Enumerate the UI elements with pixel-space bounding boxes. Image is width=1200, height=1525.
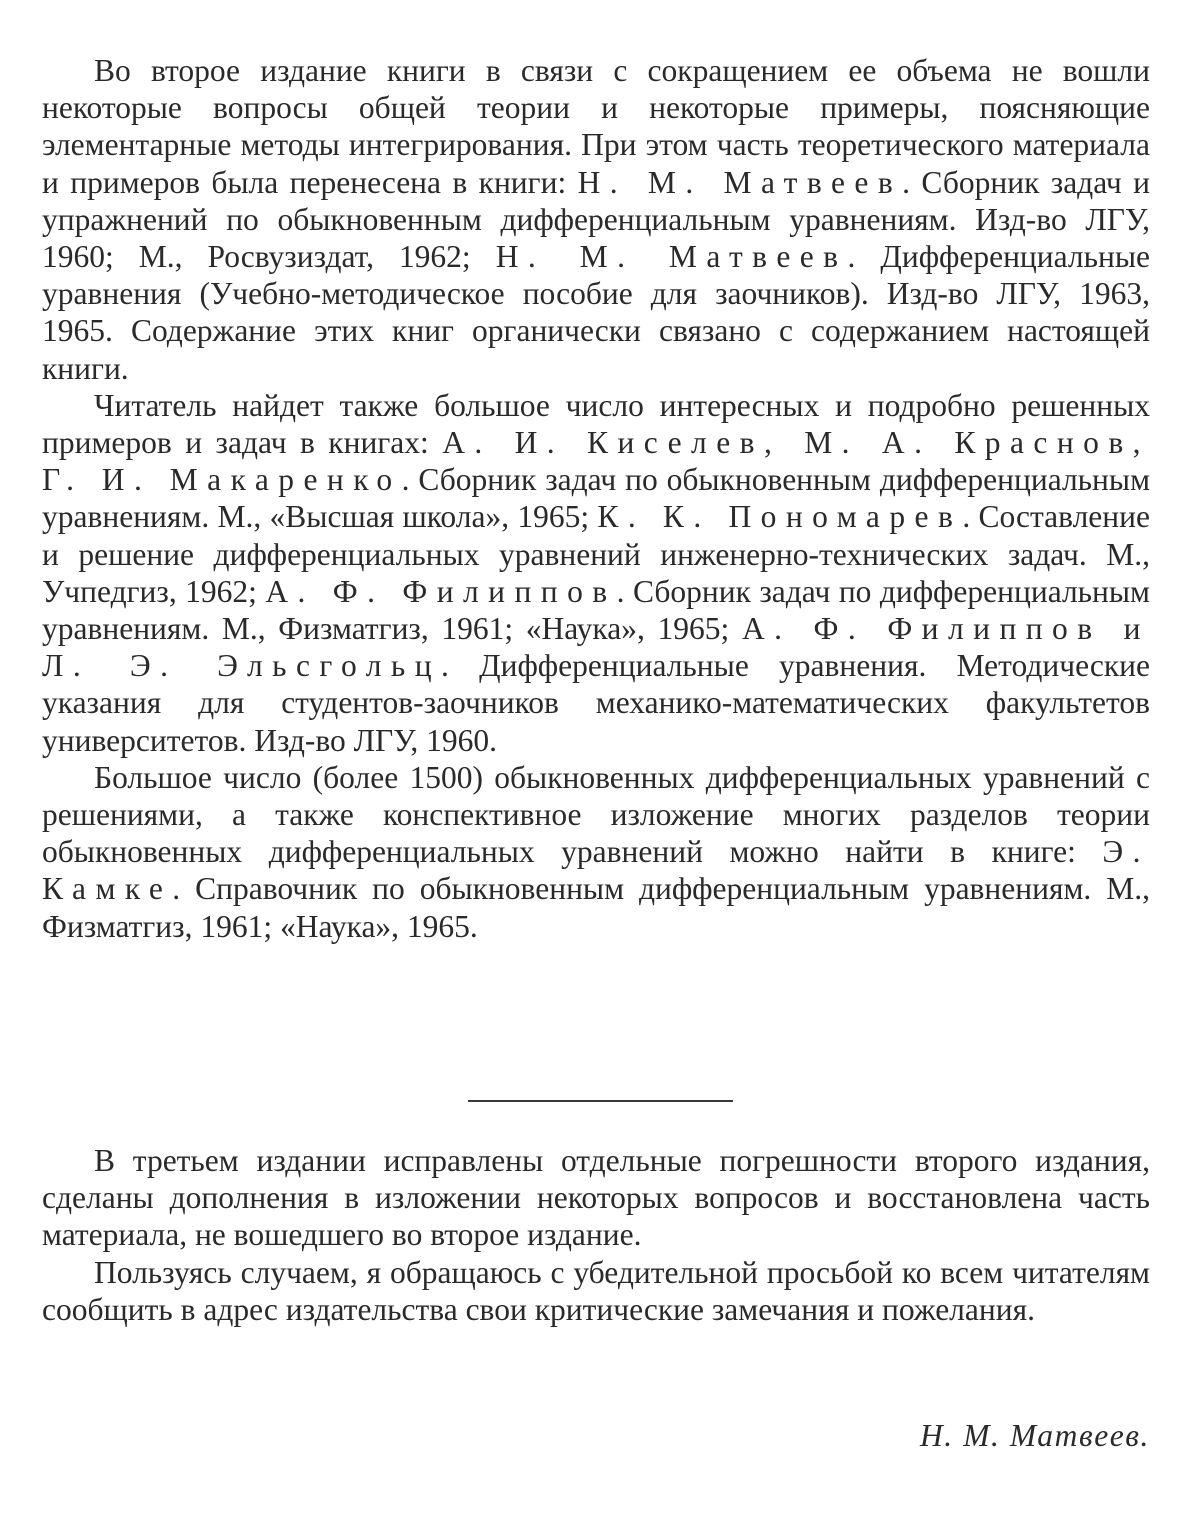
text: . Справочник по обыкновенным дифференциальным уравнениям. М., Физматгиз, 1961; «Наука», 1965. <box>42 871 1150 944</box>
paragraph-further-reading <box>42 387 1150 759</box>
author-signature: Н. М. Матвеев. <box>919 1418 1150 1453</box>
section-divider <box>468 1100 733 1102</box>
text: . Сборник задач по дифференциальным уравнениям. М., Физматгиз, 1961; «Наука», 1965; <box>42 573 1150 647</box>
text: Большое число (более 1500) обыкновенных дифференциальных уравнений с решениями, а также конспективное изложение многих разделов теории обыкновенных дифференциальных уравнений можно найти в книге: <box>42 759 1150 870</box>
paragraph-kamke-reference <box>42 759 1150 945</box>
author-name: Н. М. Матвеев <box>577 164 903 200</box>
author-name: А. Ф. Филиппов <box>265 573 617 609</box>
paragraph-second-edition <box>42 52 1150 387</box>
text: . Сборник задач и упражнений по обыкновенным дифференциальным уравнениям. Изд-во ЛГУ, 1960; М., Росвузиздат, 1962; <box>42 164 1150 275</box>
paragraph-third-edition: В третьем издании исправлены отдельные погрешности второго издания, сделаны дополнения в изложении некоторых вопросов и восстановлена часть материала, не вошедшего во второе издание. <box>42 1143 1150 1253</box>
author-name: А. Ф. Филиппов и Л. Э. Эльсгольц <box>42 611 1150 684</box>
text: . Дифференциальные уравнения (Учебно-методическое пособие для заочников). Изд-во ЛГУ, 1963, 1965. Содержание этих книг органически связано с содержанием настоящей книги. <box>42 239 1150 386</box>
author-name: Э. Камке <box>42 834 1150 907</box>
author-name: Н. М. Матвеев <box>495 239 848 275</box>
preface-part-one <box>42 52 1150 945</box>
text: . Составление и решение дифференциальных уравнений инженерно-технических задач. М., Учпедгиз, 1962; <box>42 499 1150 609</box>
text: . Дифференциальные уравнения. Методические указания для студентов-заочников механико-математических факультетов университетов. Изд-во ЛГУ, 1960. <box>42 648 1150 758</box>
text: Во второе издание книги в связи с сокращением ее объема не вошли некоторые вопросы общей теории и некоторые примеры, поясняющие элементарные методы интегрирования. При этом часть теоретического материала и примеров была перенесена в книги: <box>42 53 1150 200</box>
text: Читатель найдет также большое число интересных и подробно решенных примеров и задач в книгах: <box>42 387 1150 461</box>
author-name: А. И. Киселев, М. А. Краснов, Г. И. Макаренко <box>42 425 1150 498</box>
preface-part-two <box>42 1142 1150 1328</box>
author-name: К. К. Пономарев <box>597 499 963 535</box>
paragraph-request-to-readers: Пользуясь случаем, я обращаюсь с убедительной просьбой ко всем читателям сообщить в адрес издательства свои критические замечания и пожелания. <box>42 1254 1150 1327</box>
text: . Сборник задач по обыкновенным дифференциальным уравнениям. М., «Высшая школа», 1965; <box>42 462 1151 535</box>
